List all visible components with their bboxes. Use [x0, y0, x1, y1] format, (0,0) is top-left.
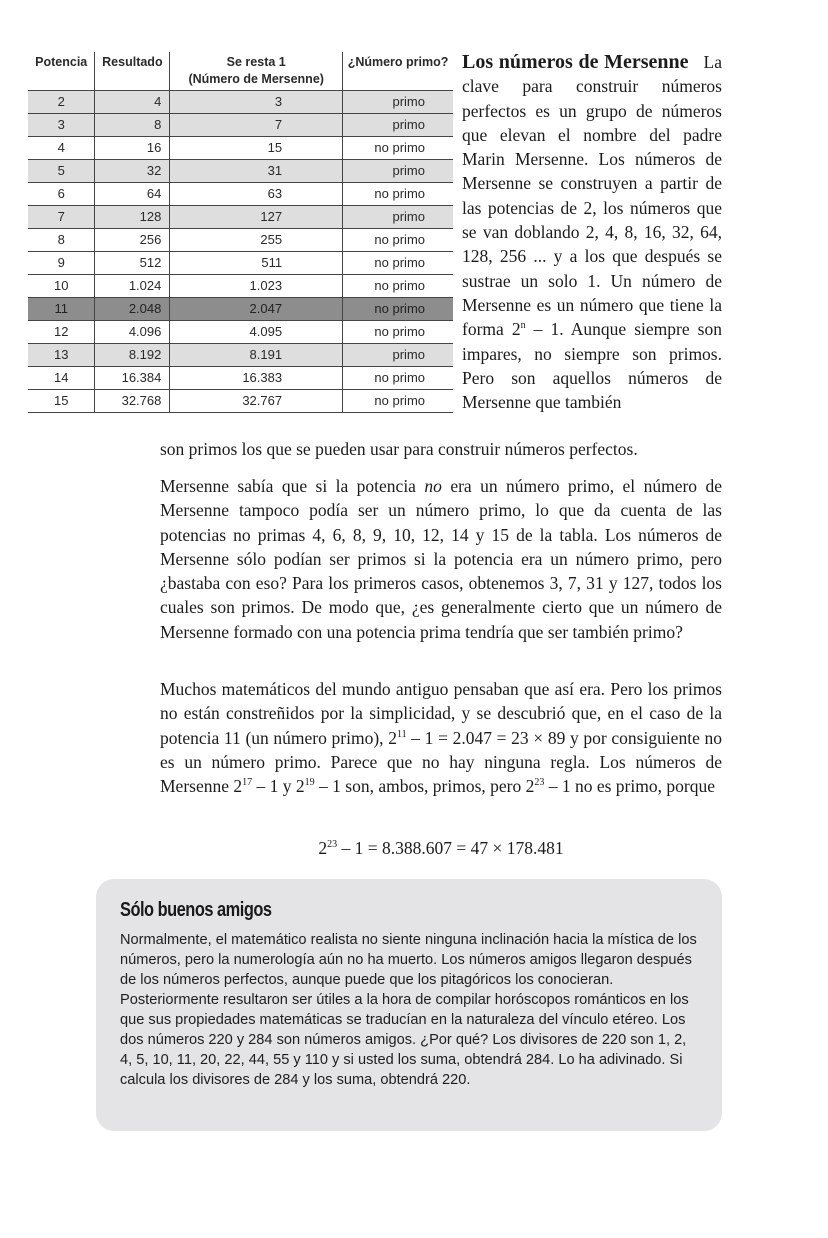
cell-primo: no primo	[343, 229, 453, 252]
cell-resultado: 8.192	[95, 344, 170, 367]
intro-text: La clave para construir números perfectos es un grupo de números que elevan el nombre del padre Marin Mersenne. Los números de Mersenne se construyen a partir de las potencias de 2, los números que se van doblando 2, 4, 8, 16, 32, 64, 128, 256 ... y a los que después se sustrae un solo 1. Un número de Mersenne es un número que tiene la forma 2	[462, 52, 723, 340]
cell-mersenne: 2.047	[170, 298, 343, 321]
cell-potencia: 8	[28, 229, 95, 252]
cell-primo: no primo	[343, 183, 453, 206]
formula-base: 2	[318, 838, 328, 858]
formula	[160, 836, 722, 860]
cell-mersenne: 255	[170, 229, 343, 252]
table-row	[28, 252, 453, 275]
cell-primo: no primo	[343, 275, 453, 298]
paragraph-2-text-5: – 1 no es primo, porque	[544, 776, 715, 797]
cell-resultado: 32	[95, 160, 170, 183]
cell-primo: no primo	[343, 390, 453, 413]
table-row	[28, 321, 453, 344]
formula-rest: – 1 = 8.388.607 = 47 × 178.481	[337, 838, 564, 858]
exponent: 19	[304, 777, 315, 789]
section-title: Los números de Mersenne	[462, 51, 689, 73]
cell-mersenne: 8.191	[170, 344, 343, 367]
cell-resultado: 256	[95, 229, 170, 252]
table-row	[28, 183, 453, 206]
header-potencia: Potencia	[28, 52, 95, 91]
header-primo: ¿Número primo?	[343, 52, 453, 91]
paragraph-1-text-b: era un número primo, el número de Mersenne tampoco podía ser un número primo, lo que da cuenta de las potencias no primas 4, 6, 8, 9, 10, 12, 14 y 15 de la tabla. Los números de Mersenne sólo podían ser primos si la potencia era un número primo, pero ¿bastaba con eso? Para los primeros casos, obtenemos 3, 7, 31 y 127, todos los cuales son primos. De modo que, ¿es generalmente cierto que un número de Mersenne formado con una potencia prima tendría que ser también primo?	[160, 476, 722, 642]
mersenne-table	[28, 52, 453, 413]
intro-exponent: n	[520, 320, 526, 332]
section-intro	[462, 50, 722, 414]
table-body	[28, 91, 453, 413]
section-intro-continuation: son primos los que se pueden usar para construir números perfectos.	[160, 439, 638, 459]
cell-potencia: 3	[28, 114, 95, 137]
paragraph-1-text-a: Mersenne sabía que si la potencia	[160, 476, 425, 496]
cell-resultado: 1.024	[95, 275, 170, 298]
exponent: 23	[534, 777, 545, 789]
cell-resultado: 32.768	[95, 390, 170, 413]
cell-potencia: 10	[28, 275, 95, 298]
formula-exponent: 23	[327, 839, 338, 850]
paragraph-1	[160, 474, 722, 644]
table-row	[28, 367, 453, 390]
cell-primo: primo	[343, 344, 453, 367]
cell-resultado: 16	[95, 137, 170, 160]
cell-potencia: 6	[28, 183, 95, 206]
table-header-row	[28, 52, 453, 91]
cell-primo: primo	[343, 206, 453, 229]
table-row	[28, 160, 453, 183]
cell-primo: no primo	[343, 367, 453, 390]
cell-primo: no primo	[343, 298, 453, 321]
header-mersenne-line2: (Número de Mersenne)	[188, 72, 324, 86]
cell-potencia: 14	[28, 367, 95, 390]
exponent: 17	[242, 777, 253, 789]
cell-resultado: 4.096	[95, 321, 170, 344]
cell-mersenne: 16.383	[170, 367, 343, 390]
cell-potencia: 2	[28, 91, 95, 114]
cell-mersenne: 7	[170, 114, 343, 137]
intro-text-after: – 1. Aunque siempre son impares, no siempre son primos. Pero son aquellos números de Mersenne que también	[462, 319, 722, 413]
box-text: Normalmente, el matemático realista no siente ninguna inclinación hacia la mística de los números, pero la numerología aún no ha muerto. Los números amigos llegaron después de los números perfectos, aunque puede que los pitagóricos los conocieran. Posteriormente resultaron ser útiles a la hora de compilar horóscopos románticos en los que sus propiedades matemáticas se traducían en la naturaleza del vínculo etéreo. Los dos números 220 y 284 son números amigos. ¿Por qué? Los divisores de 220 son 1, 2, 4, 5, 10, 11, 20, 22, 44, 55 y 110 y si usted los suma, obtendrá 284. Lo ha adivinado. Si calcula los divisores de 284 y los suma, obtendrá 220.	[120, 932, 697, 1088]
paragraph-2	[160, 677, 722, 798]
table-row	[28, 114, 453, 137]
cell-mersenne: 15	[170, 137, 343, 160]
header-resultado: Resultado	[95, 52, 170, 91]
table-row	[28, 229, 453, 252]
cell-mersenne: 4.095	[170, 321, 343, 344]
paragraph-2-text-4: – 1 son, ambos, primos, pero 2	[314, 776, 535, 797]
cell-resultado: 4	[95, 91, 170, 114]
cell-resultado: 128	[95, 206, 170, 229]
cell-mersenne: 511	[170, 252, 343, 275]
cell-resultado: 64	[95, 183, 170, 206]
cell-primo: no primo	[343, 252, 453, 275]
cell-mersenne: 63	[170, 183, 343, 206]
table-row	[28, 390, 453, 413]
cell-resultado: 512	[95, 252, 170, 275]
cell-potencia: 9	[28, 252, 95, 275]
cell-mersenne: 31	[170, 160, 343, 183]
header-mersenne	[170, 52, 343, 91]
cell-potencia: 13	[28, 344, 95, 367]
cell-potencia: 15	[28, 390, 95, 413]
exponent: 11	[396, 728, 407, 740]
cell-resultado: 8	[95, 114, 170, 137]
cell-primo: no primo	[343, 137, 453, 160]
cell-resultado: 16.384	[95, 367, 170, 390]
paragraph-2-text-2: – 1 = 2.047 = 23 × 89 y por consiguiente no es un número primo. Parece que no hay ninguna regla. Los números de Mersenne 2	[160, 727, 722, 797]
cell-potencia: 4	[28, 137, 95, 160]
table-row	[28, 298, 453, 321]
table-row	[28, 275, 453, 298]
cell-primo: primo	[343, 114, 453, 137]
cell-mersenne: 127	[170, 206, 343, 229]
cell-primo: no primo	[343, 321, 453, 344]
sidebar-box	[96, 879, 722, 1131]
box-title: Sólo buenos amigos	[120, 899, 272, 921]
cell-potencia: 12	[28, 321, 95, 344]
cell-mersenne: 3	[170, 91, 343, 114]
header-mersenne-line1: Se resta 1	[226, 55, 286, 69]
cell-potencia: 7	[28, 206, 95, 229]
cell-primo: primo	[343, 91, 453, 114]
cell-primo: primo	[343, 160, 453, 183]
table-row	[28, 91, 453, 114]
table-row	[28, 344, 453, 367]
paragraph-2-text-3: – 1 y 2	[252, 776, 305, 797]
table-row	[28, 137, 453, 160]
table-row	[28, 206, 453, 229]
cell-resultado: 2.048	[95, 298, 170, 321]
cell-potencia: 5	[28, 160, 95, 183]
cell-potencia: 11	[28, 298, 95, 321]
cell-mersenne: 32.767	[170, 390, 343, 413]
cell-mersenne: 1.023	[170, 275, 343, 298]
paragraph-1-italic: no	[424, 476, 442, 496]
paragraph-2-text-1: Muchos matemáticos del mundo antiguo pensaban que así era. Pero los primos no están constreñidos por la simplicidad, y se descubrió que, en el caso de la potencia 11 (un número primo), 2	[160, 679, 722, 748]
